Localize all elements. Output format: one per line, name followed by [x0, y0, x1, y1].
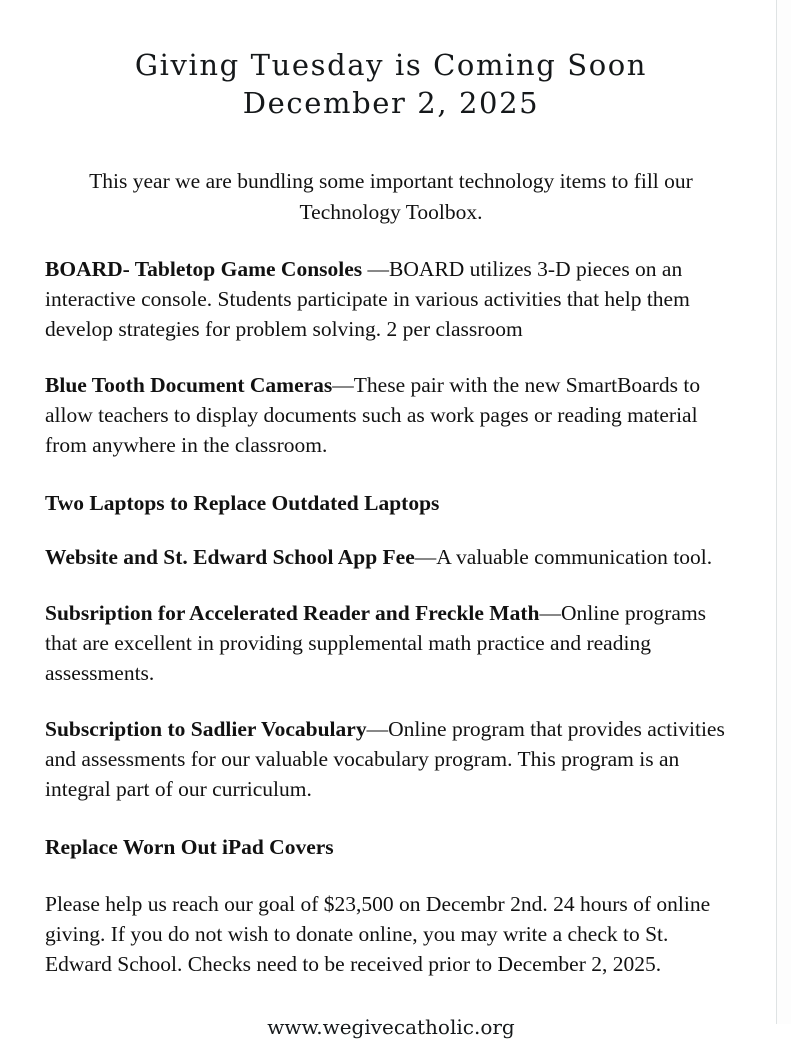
section-body-board-consoles: BOARD utilizes 3-D pieces on an interactive console. Students participate in various activities that help them develop strategies for problem solving. 2 per classroom — [45, 257, 690, 341]
title-line-event: Giving Tuesday is Coming Soon — [134, 48, 648, 82]
footer-url: www.wegivecatholic.org — [267, 1015, 515, 1039]
section-heading-ipad-covers: Replace Worn Out iPad Covers — [45, 835, 334, 859]
scan-edge-line — [776, 0, 777, 1024]
title-line-date: December 2, 2025 — [242, 86, 540, 120]
section-sadlier-vocabulary — [45, 714, 737, 804]
section-website-app-fee — [45, 542, 737, 572]
section-separator-website-app-fee: — — [414, 545, 437, 569]
section-heading-board-consoles: BOARD- Tabletop Game Consoles — [45, 257, 363, 281]
section-accelerated-reader — [45, 598, 737, 688]
intro-paragraph: This year we are bundling some important technology items to fill our Technology Toolbox. — [89, 169, 693, 224]
section-body-document-cameras: These pair with the new SmartBoards to allow teachers to display documents such as work pages or reading material from anywhere in the classroom. — [45, 373, 701, 457]
section-heading-website-app-fee: Website and St. Edward School App Fee — [45, 545, 415, 569]
section-separator-board-consoles: — — [362, 257, 390, 281]
section-board-consoles — [45, 254, 737, 344]
section-separator-accelerated-reader: — — [539, 601, 561, 625]
section-heading-sadlier-vocabulary: Subscription to Sadlier Vocabulary — [45, 717, 367, 741]
section-document-cameras — [45, 370, 737, 460]
section-body-sadlier-vocabulary: Online program that provides activities and assessments for our valuable vocabulary program. This program is an integral part of our curriculum. — [45, 717, 725, 801]
section-heading-document-cameras: Blue Tooth Document Cameras — [45, 373, 333, 397]
section-body-accelerated-reader: Online programs that are excellent in providing supplemental math practice and reading assessments. — [45, 601, 707, 685]
scan-margin — [777, 0, 791, 1024]
closing-paragraph: Please help us reach our goal of $23,500 on Decembr 2nd. 24 hours of online giving. If you do not wish to donate online, you may write a check to St. Edward School. Checks need to be received prior to December 2, 2025. — [45, 892, 711, 976]
section-separator-document-cameras: — — [332, 373, 354, 397]
section-heading-two-laptops: Two Laptops to Replace Outdated Laptops — [45, 491, 440, 515]
section-separator-sadlier-vocabulary: — — [366, 717, 389, 741]
document-content — [45, 0, 737, 1061]
section-heading-accelerated-reader: Subsription for Accelerated Reader and Freckle Math — [45, 601, 540, 625]
section-body-website-app-fee: A valuable communication tool. — [436, 545, 713, 569]
page-title — [45, 0, 737, 122]
